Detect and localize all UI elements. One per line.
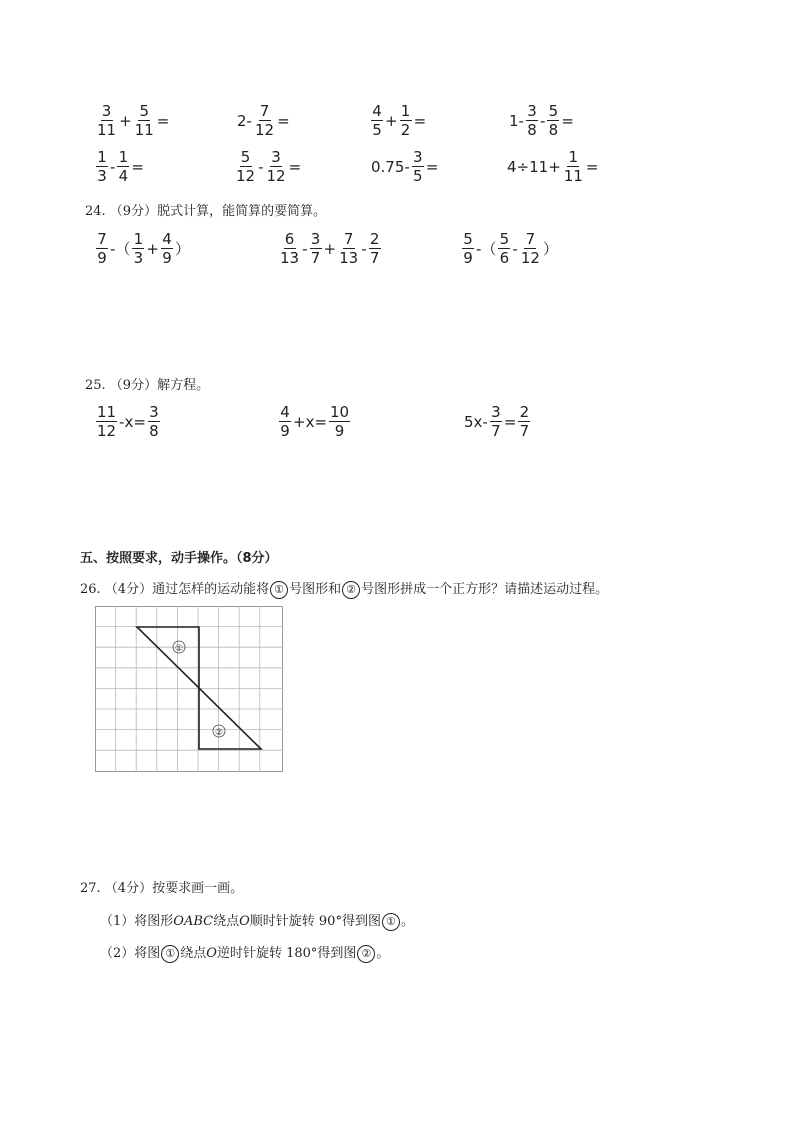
q27-step-2-text-c: 逆时针旋转 180°得到图 [216, 946, 357, 961]
fraction: $\frac{1}{4}$ [118, 148, 129, 185]
calc-1-3: $\frac{4}{5}$ + $\frac{1}{2}$ = [372, 102, 427, 139]
fraction: $\frac{3}{11}$ [97, 102, 117, 139]
q27-step-2-text-b: 绕点 [180, 946, 207, 961]
q27-step-2-text-a: （2）将图 [100, 946, 161, 961]
shape-1-label: ① [174, 644, 184, 654]
calc-1-1: $\frac{3}{11}$ + $\frac{5}{11}$ = [97, 102, 170, 139]
calc-2-3: 0.75- $\frac{3}{5}$ = [371, 148, 439, 185]
q24-expression-1: $\frac{7}{9}$ -（ $\frac{1}{3}$ + $\frac{4}{9}$ ） [97, 230, 191, 267]
q24-expression-2: $\frac{6}{13}$ - $\frac{3}{7}$ + $\frac{7}{13}$ - $\frac{2}{7}$ [280, 230, 380, 267]
fraction: $\frac{3}{8}$ [149, 403, 159, 440]
fraction: $\frac{3}{12}$ [266, 148, 286, 185]
fraction: $\frac{11}{12}$ [97, 403, 117, 440]
fraction: $\frac{2}{7}$ [519, 403, 530, 440]
fraction: $\frac{5}{12}$ [236, 148, 256, 185]
fraction: $\frac{5}{9}$ [463, 230, 473, 267]
question-26-heading [80, 578, 608, 599]
calc-2-1: $\frac{1}{3}$ - $\frac{1}{4}$ = [97, 148, 144, 185]
question-25-heading: 25. （9分）解方程。 [85, 378, 210, 393]
fraction: $\frac{1}{3}$ [133, 230, 144, 267]
q27-step-1-text-a: （1）将图形 [100, 914, 174, 929]
q25-equation-2: $\frac{4}{9}$ +x= $\frac{10}{9}$ [280, 403, 350, 440]
fraction: $\frac{7}{13}$ [339, 230, 359, 267]
q26-grid-figure [95, 606, 283, 772]
circled-two-icon: ② [342, 581, 360, 599]
q27-step-1-text-b: 绕点 [213, 914, 240, 929]
fraction: $\frac{5}{11}$ [134, 102, 154, 139]
grid-border [96, 607, 283, 772]
calc-2-2: $\frac{5}{12}$ - $\frac{3}{12}$ = [236, 148, 302, 185]
fraction: $\frac{3}{7}$ [491, 403, 501, 440]
question-24-heading: 24. （9分）脱式计算，能简算的要简算。 [85, 204, 327, 219]
q27-step-1-end: 。 [400, 914, 414, 929]
question-27-heading: 27. （4分）按要求画一画。 [80, 881, 244, 896]
calc-2-4: 4÷11+ $\frac{1}{11}$ = [507, 148, 599, 185]
shape-name: OABC [173, 914, 214, 929]
q27-step-2 [100, 942, 389, 963]
fraction: $\frac{6}{13}$ [280, 230, 300, 267]
fraction: $\frac{3}{7}$ [310, 230, 321, 267]
shape-2-label: ② [214, 728, 224, 738]
q27-step-2-end: 。 [376, 946, 390, 961]
fraction: $\frac{4}{9}$ [162, 230, 172, 267]
q25-equation-1: $\frac{11}{12}$ -x= $\frac{3}{8}$ [97, 403, 159, 440]
section-5-title: 五、按照要求，动手操作。（8分） [80, 551, 278, 566]
fraction: $\frac{10}{9}$ [330, 403, 350, 440]
fraction: $\frac{3}{5}$ [413, 148, 423, 185]
fraction: $\frac{4}{9}$ [280, 403, 290, 440]
point-name: O [239, 914, 250, 929]
point-name: O [206, 946, 217, 961]
q24-expression-3: $\frac{5}{9}$ -（ $\frac{5}{6}$ - $\frac{7}{12}$ ） [463, 230, 558, 267]
q27-step-1 [100, 910, 414, 931]
fraction: $\frac{7}{12}$ [520, 230, 540, 267]
q26-text-2: 号图形和 [289, 582, 342, 597]
q26-text-1: 26. （4分）通过怎样的运动能将 [80, 582, 270, 597]
q26-text-3: 号图形拼成一个正方形？请描述运动过程。 [361, 582, 609, 597]
circled-one-icon: ① [270, 581, 288, 599]
fraction: $\frac{1}{3}$ [97, 148, 107, 185]
grid-svg [95, 606, 283, 772]
circled-two-icon: ② [357, 945, 375, 963]
fraction: $\frac{1}{11}$ [563, 148, 583, 185]
calc-1-4: 1- $\frac{3}{8}$ - $\frac{5}{8}$ = [509, 102, 574, 139]
q25-equation-3: 5x- $\frac{3}{7}$ = $\frac{2}{7}$ [464, 403, 530, 440]
fraction: $\frac{7}{12}$ [254, 102, 275, 139]
fraction: $\frac{3}{8}$ [527, 102, 537, 139]
fraction: $\frac{5}{6}$ [499, 230, 510, 267]
fraction: $\frac{1}{2}$ [400, 102, 411, 139]
fraction: $\frac{7}{9}$ [97, 230, 107, 267]
circled-one-icon: ① [382, 913, 400, 931]
q27-step-1-text-c: 顺时针旋转 90°得到图 [249, 914, 381, 929]
fraction: $\frac{2}{7}$ [369, 230, 380, 267]
fraction: $\frac{5}{8}$ [548, 102, 559, 139]
calc-1-2: 2- $\frac{7}{12}$ = [237, 102, 290, 139]
circled-one-icon: ① [161, 945, 179, 963]
fraction: $\frac{4}{5}$ [372, 102, 382, 139]
